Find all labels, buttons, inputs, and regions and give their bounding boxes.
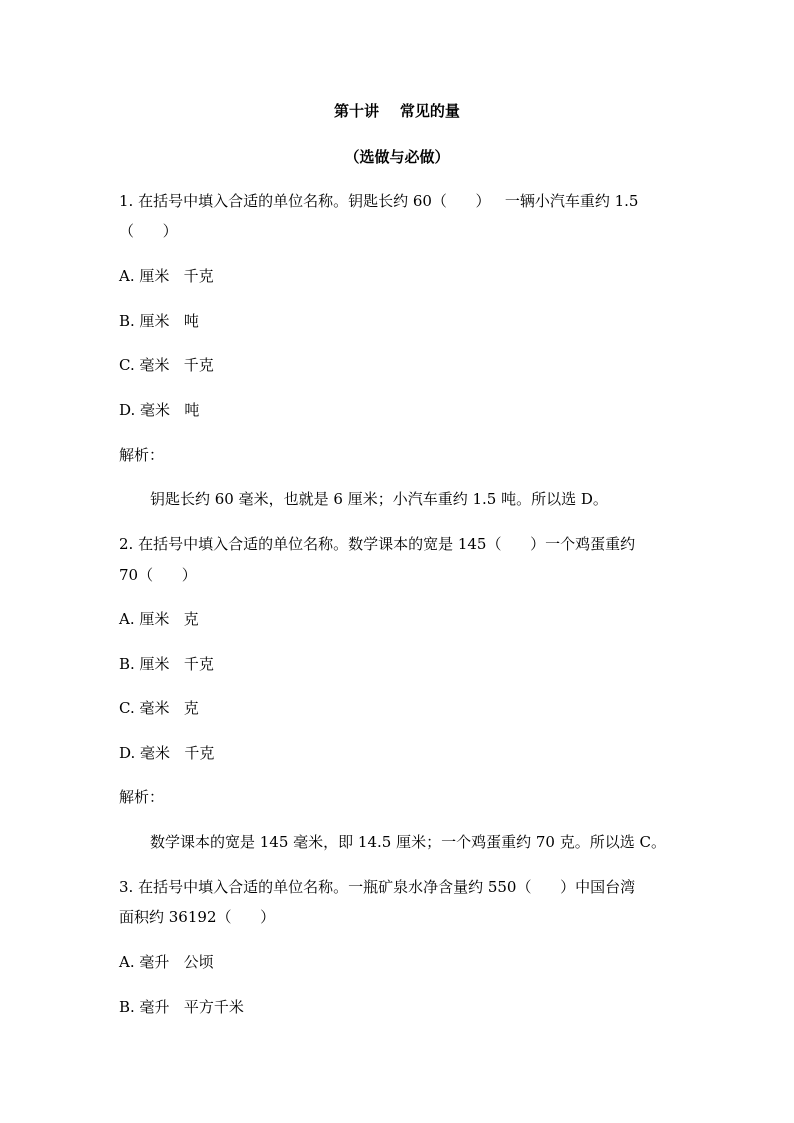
question-2-stem-line-2: 70（ ） (119, 566, 197, 584)
question-2-option-b: B. 厘米 千克 (119, 655, 214, 673)
question-2-analysis-label: 解析： (119, 788, 165, 806)
question-1-stem-line-2: （ ） (119, 222, 178, 240)
lesson-title: 第十讲 常见的量 (334, 102, 460, 120)
question-2-stem-line-1: 2. 在括号中填入合适的单位名称。数学课本的宽是 145（ ）一个鸡蛋重约 (119, 535, 636, 553)
question-1-option-a: A. 厘米 千克 (119, 267, 214, 285)
question-2-option-c: C. 毫米 克 (119, 699, 199, 717)
question-3-stem-line-1: 3. 在括号中填入合适的单位名称。一瓶矿泉水净含量约 550（ ）中国台湾 (119, 878, 636, 896)
question-1-stem-line-1: 1. 在括号中填入合适的单位名称。钥匙长约 60（ ） 一辆小汽车重约 1.5 (119, 192, 639, 210)
question-3-option-a: A. 毫升 公顷 (119, 953, 214, 971)
question-2-option-d: D. 毫米 千克 (119, 744, 215, 762)
lesson-subtitle: （选做与必做） (344, 148, 450, 166)
question-1-option-b: B. 厘米 吨 (119, 312, 199, 330)
question-1-option-c: C. 毫米 千克 (119, 356, 214, 374)
question-1-option-d: D. 毫米 吨 (119, 401, 200, 419)
question-1-analysis-label: 解析： (119, 446, 165, 464)
question-1-analysis: 钥匙长约 60 毫米，也就是 6 厘米；小汽车重约 1.5 吨。所以选 D。 (150, 490, 608, 508)
question-2-analysis: 数学课本的宽是 145 毫米，即 14.5 厘米；一个鸡蛋重约 70 克。所以选 C。 (150, 833, 666, 851)
question-3-stem-line-2: 面积约 36192（ ） (119, 908, 276, 926)
question-2-option-a: A. 厘米 克 (119, 610, 199, 628)
question-3-option-b: B. 毫升 平方千米 (119, 998, 244, 1016)
